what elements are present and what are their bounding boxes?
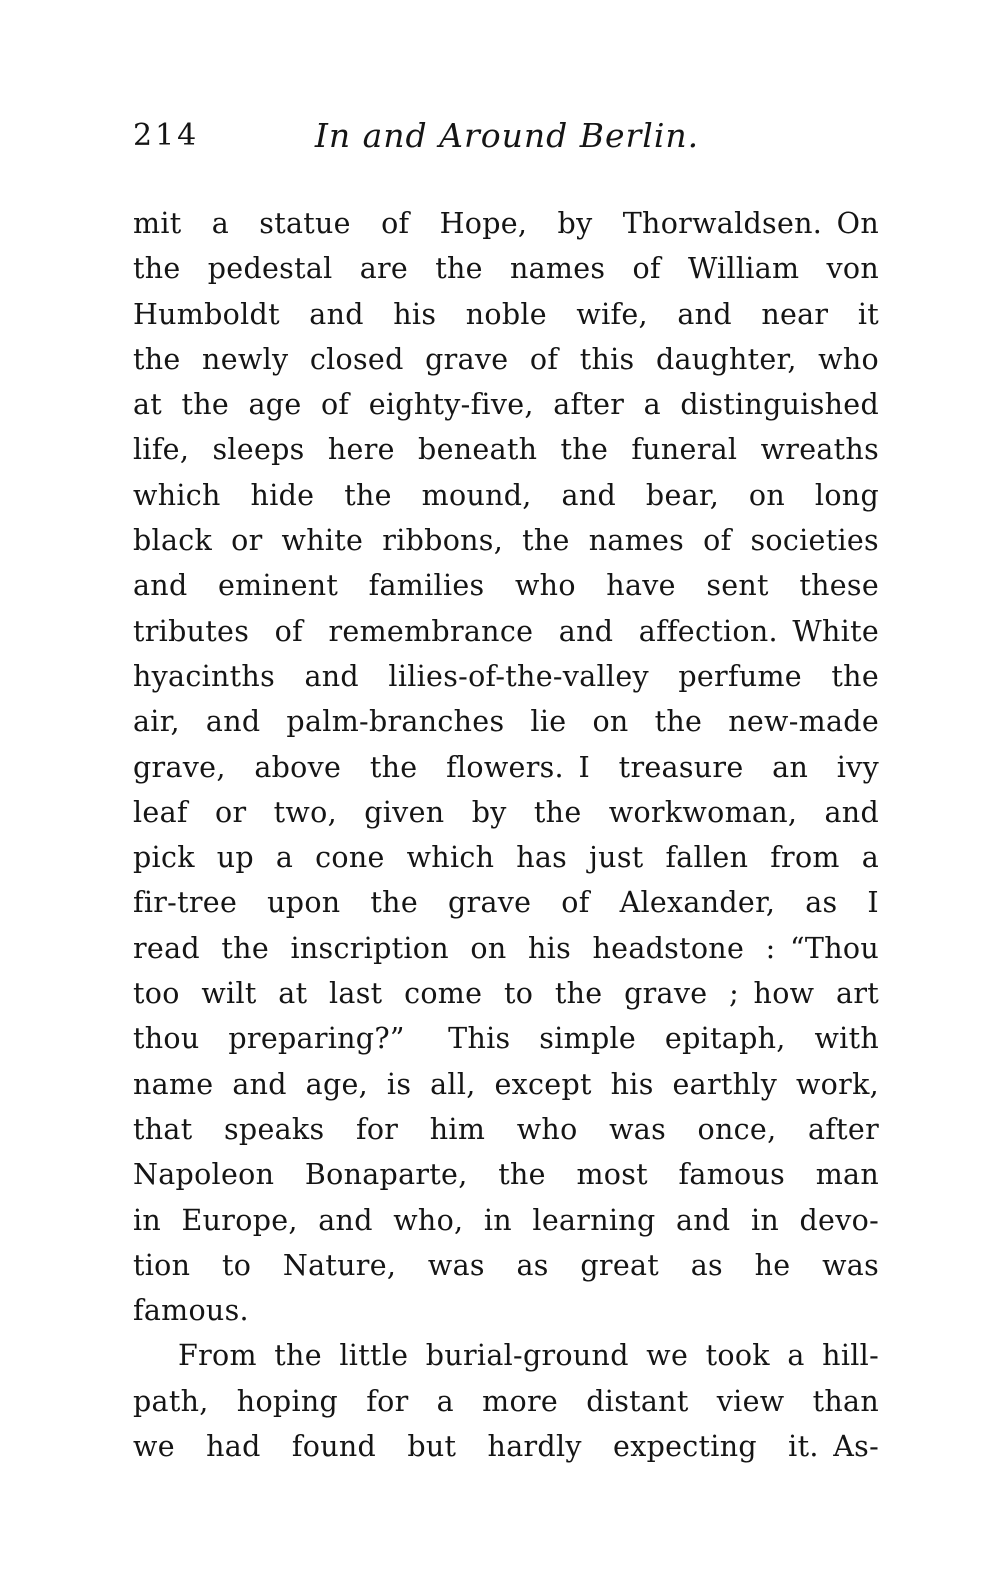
text-line: From the little burial-ground we took a hill- bbox=[178, 1339, 879, 1373]
running-title: In and Around Berlin. bbox=[314, 116, 700, 155]
text-line: mit a statue of Hope, by Thorwaldsen. On bbox=[133, 207, 879, 240]
text-line: thou preparing?” This simple epitaph, with bbox=[133, 1022, 879, 1056]
text-line: pick up a cone which has just fallen from a bbox=[133, 841, 879, 875]
text-line: tion to Nature, was as great as he was bbox=[133, 1248, 879, 1282]
text-line: and eminent families who have sent these bbox=[133, 569, 879, 603]
body-text bbox=[133, 201, 879, 1469]
text-line: in Europe, and who, in learning and in devo- bbox=[133, 1203, 879, 1237]
text-line: name and age, is all, except his earthly work, bbox=[133, 1067, 879, 1101]
text-line: air, and palm-branches lie on the new-made bbox=[133, 705, 879, 739]
text-line: the newly closed grave of this daughter, who bbox=[133, 342, 879, 376]
text-line: hyacinths and lilies-of-the-valley perfume the bbox=[133, 659, 879, 693]
text-line: that speaks for him who was once, after bbox=[133, 1112, 879, 1146]
text-line: black or white ribbons, the names of societies bbox=[133, 524, 879, 558]
text-line: grave, above the flowers. I treasure an ivy bbox=[133, 750, 879, 784]
text-line: the pedestal are the names of William von bbox=[133, 252, 879, 286]
text-line: famous. bbox=[133, 1294, 249, 1328]
text-line: leaf or two, given by the workwoman, and bbox=[133, 795, 879, 829]
text-line: Humboldt and his noble wife, and near it bbox=[133, 297, 879, 331]
text-line: tributes of remembrance and affection. White bbox=[133, 614, 879, 648]
text-line: path, hoping for a more distant view than bbox=[133, 1384, 879, 1418]
text-line: which hide the mound, and bear, on long bbox=[133, 478, 879, 512]
text-line: life, sleeps here beneath the funeral wreaths bbox=[133, 433, 879, 467]
text-line: too wilt at last come to the grave ; how art bbox=[133, 977, 879, 1011]
text-line: we had found but hardly expecting it. As- bbox=[133, 1430, 879, 1464]
text-line: at the age of eighty-five, after a distinguished bbox=[133, 388, 879, 422]
text-line: Napoleon Bonaparte, the most famous man bbox=[133, 1158, 879, 1192]
page-number: 214 bbox=[133, 118, 200, 153]
text-line: fir-tree upon the grave of Alexander, as I bbox=[133, 886, 879, 920]
text-line: read the inscription on his headstone : “Thou bbox=[133, 931, 879, 965]
running-header bbox=[133, 114, 881, 158]
